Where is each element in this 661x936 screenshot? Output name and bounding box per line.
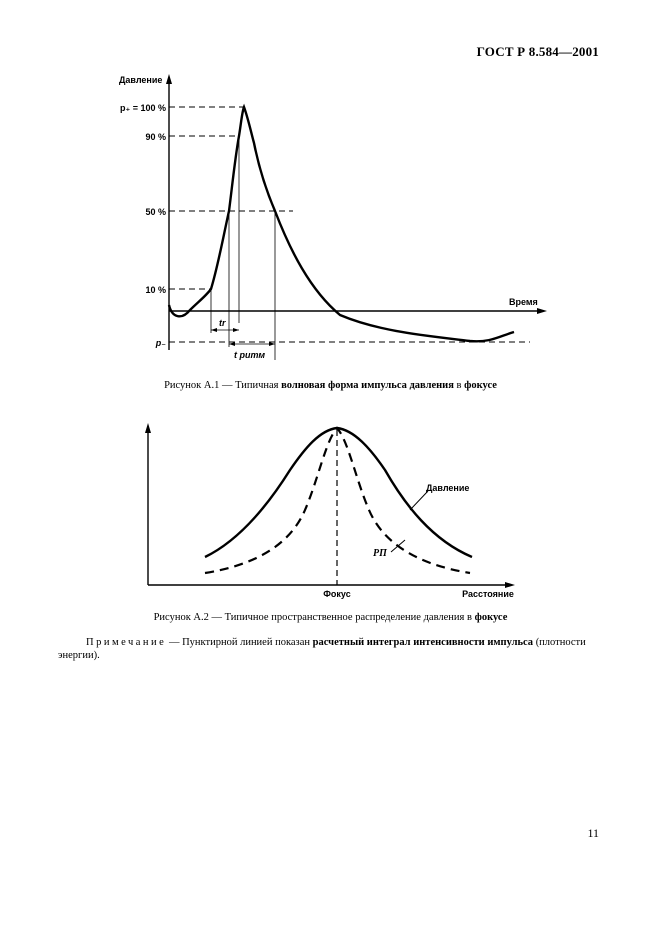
label-pressure: Давление (426, 483, 470, 493)
label-pulse: t ритм (234, 350, 266, 360)
caption1-bold: волновая форма импульса давления (281, 380, 454, 391)
caption2-prefix: Рисунок А.2 — Типичное пространственное распределение давления в (153, 612, 475, 623)
label-rp: РП (373, 548, 387, 559)
label-100: p₊ = 100 % (119, 103, 166, 113)
label-tr: tr (219, 318, 226, 328)
figure-spatial-distribution (0, 410, 661, 605)
label-10: 10 % (145, 285, 166, 295)
caption-figure-2 (0, 612, 661, 623)
label-focus: Фокус (323, 589, 351, 599)
caption1-bold2: фокусе (464, 380, 497, 391)
note-text-after: (плотности энергии). (58, 637, 586, 661)
label-50: 50 % (145, 207, 166, 217)
label-pminus: p₋ (155, 338, 166, 348)
caption1-middle: в (453, 380, 465, 391)
fig1-y-axis-label: Давление (119, 75, 163, 85)
pressure-leader (410, 491, 428, 510)
fig2-x-arrow (505, 582, 515, 588)
fig1-x-arrow (537, 308, 547, 314)
page-number: 11 (587, 826, 599, 840)
note-label: Примечание (86, 637, 167, 648)
label-distance: Расстояние (462, 589, 514, 599)
caption1-prefix: Рисунок А.1 — Типичная (164, 380, 282, 391)
pressure-waveform-curve (169, 107, 514, 341)
fig1-y-arrow (166, 74, 172, 84)
fig1-x-axis-label: Время (509, 297, 538, 307)
fig2-y-arrow (145, 423, 151, 433)
caption-figure-1 (0, 380, 661, 391)
caption2-bold: фокусе (474, 612, 508, 623)
label-90: 90 % (145, 132, 166, 142)
note-bold: расчетный интеграл интенсивности импульса (312, 637, 534, 648)
document-header: ГОСТ Р 8.584—2001 (476, 44, 599, 59)
note-text-before: — Пунктирной линией показан (166, 637, 313, 648)
figure-pressure-waveform (0, 60, 661, 360)
figure-note (58, 636, 599, 662)
